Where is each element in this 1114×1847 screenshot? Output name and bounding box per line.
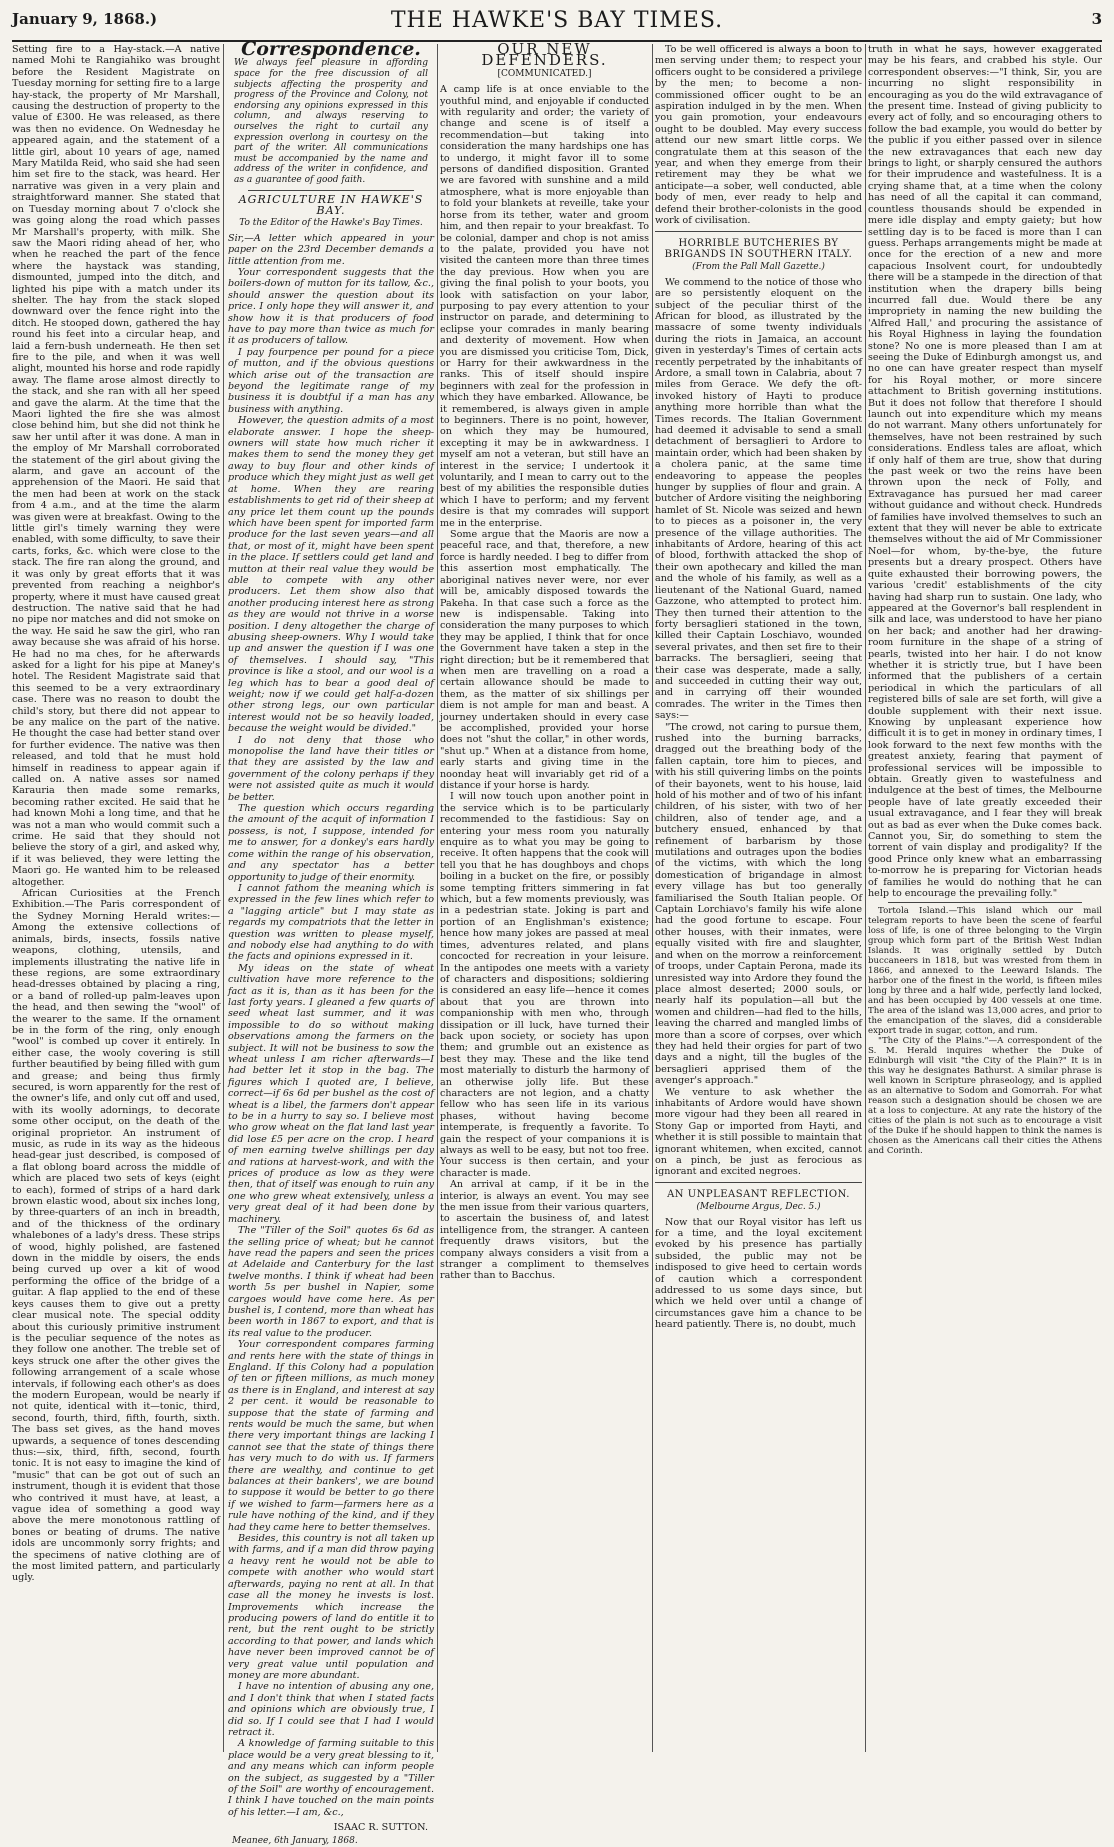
communicated-label: [COMMUNICATED.]	[497, 68, 592, 79]
letter-paragraph: Your correspondent compares farming and rents here with the state of things in England. If this Colony had a population of ten or fifteen millions, as much money as there is in England, and interest at say 2 per cent. it would be reasonable to suppose that the state of farming and rents would be much the same, but when there very important things are lacking I cannot see that the state of things there has very much to do with us. If farmers there are wealthy, and continue to get balances at their bankers', we are bound to suppose it would be better to go there if we wished to farm—farmers here as a rule have nothing of the kind, and if they had they came here to better themselves.	[228, 1339, 434, 1533]
letter-paragraph: I cannot fathom the meaning which is expressed in the few lines which refer to a "lagging article" but I may state as regards my compatriots that the letter in question was written to please myself, and nobody else had anything to do with the facts and opinions expressed in it.	[228, 882, 434, 963]
letter-salutation-line: To the Editor of the Hawke's Bay Times.	[239, 218, 423, 229]
column-rule	[223, 44, 224, 1752]
page-number: 3	[1091, 10, 1102, 28]
article-tortola: Tortola Island.—This island which our mail telegram reports to have been the scene of fearful loss of life, is one of three belonging to the Virgin group which form part of the British West Indian Islands. It was originally settled by Dutch buccaneers in 1818, but was wrested from them in 1866, and annexed to the Leeward Islands. The harbor one of the finest in the world, is fifteen miles long by three and a half wide, perfectly land locked, and has been occupied by 400 vessels at one time. The area of the island was 13,000 acres, and prior to the emancipation of the slaves, did a considerable export trade in sugar, cotton, and rum.	[868, 906, 1102, 1037]
defenders-paragraph: Some argue that the Maoris are now a peaceful race, and that, therefore, a new force is hardly needed. I beg to differ from this assertion most emphatically. The aboriginal natives never were, nor ever will be, amicably disposed towards the Pakeha. In that case such a force as the new is indispensable. Taking into consideration the many purposes to which they may be applied, I think that for once the Government have taken a step in the right direction; but be it remembered that when men are travelling on a road a certain allowance should be made to them, as the matter of six shillings per diem is not ample for man and beast. A journey undertaken should in every case be accomplished, provided your horse does not "shut the collar," in other words, "shut up." When at a distance from home, early starts and giving time in the noonday heat will invariably get rid of a distance if your horse is hardy.	[440, 529, 649, 791]
reflection-paragraph: Now that our Royal visitor has left us for a time, and the loyal excitement evoked by his presence has partially subsided, the public may not be indisposed to give heed to certain words of caution which a correspondent addressed to us some days since, but which we held over until a change of circumstances gave him a chance to be heard patiently. There is, no doubt, much	[655, 1216, 862, 1331]
letter-paragraph: I do not deny that those who monopolise the land have their titles or that they are assisted by the law and government of the colony perhaps if they were not assisted quite as much it would be better.	[228, 734, 434, 803]
column-rule	[865, 44, 866, 1752]
letter-paragraph: I pay fourpence per pound for a piece of mutton, and if the obvious questions which arise out of the transaction are beyond the legitimate range of my business it is doubtful if a man has any business with anything.	[228, 346, 434, 415]
letter-paragraph: A knowledge of farming suitable to this place would be a very great blessing to it, and any means which can inform people on the subject, as suggested by a "Tiller of the Soil" are worthy of encouragement. I think I have touched on the main points of his letter.—I am, &c.,	[228, 1738, 434, 1818]
divider	[248, 190, 414, 191]
divider	[888, 902, 1082, 903]
defenders-paragraph: An arrival at camp, if it be in the interior, is always an event. You may see the men issue from their various quarters, to ascertain the business of, and latest intelligence from, the stranger. A canteen frequently draws visitors, but the company always considers a visit from a stranger a compliment to themselves rather than to Bacchus.	[440, 1179, 649, 1282]
article-city-of-plains: "The City of the Plains."—A correspondent of the S. M. Herald inquires whether the Duke of Edinburgh will visit "the City of the Plain?" It is in this way he designates Bathurst. A similar phrase is well known in Scripture phraseology, and is applied as an alternative to Sodom and Gomorrah. For what reason such a designation should be chosen we are at a loss to conjecture. At any rate the history of the cities of the plain is not such as to encourage a visit of the Duke if he should happen to think the names is chosen as the Americans call their cities the Athens and Corinth.	[868, 1036, 1102, 1157]
butcheries-quote: "The crowd, not caring to pursue them, rushed into the burning barracks, dragged out the breathing body of the fallen captain, tore him to pieces, and with his still quivering limbs on the points of their bayonets, went to his house, laid hold of his mother and of two of his infant children, of his sister, with two of her children, also of tender age, and a butchery ensued, enhanced by that refinement of barbarism by those mutilations and outrages upon the bodies of the victims, with which the long domestication of brigandage in almost every village has but too generally familiarised the South Italian people. Of Captain Lorchiavo's family his wife alone had the good fortune to escape. Four other houses, with their inmates, were equally visited with fire and slaughter, and when on the morrow a reinforcement of troops, under Captain Perona, made its unresisted way into Ardore they found the place almost deserted; 2000 souls, or nearly half its population—all but the women and children—had fled to the hills, leaving the charred and mangled limbs of more than a score of corpses, over which they had held their orgies for part of two days and a night, till the bugles of the bersaglieri apprised them of the avenger's approach."	[655, 721, 862, 1087]
letter-paragraph: Besides, this country is not all taken up with farms, and if a man did throw paying a heavy rent he would not be able to compete with another who would start afterwards, paying no rent at all. In that case all the money he invests is lost. Improvements which increase the producing powers of land do entitle it to rent, but the rent ought to be strictly according to that power, and lands which have never been improved cannot be of very great value until population and money are more abundant.	[228, 1533, 434, 1681]
column-1	[12, 44, 220, 1752]
butcheries-paragraph: We venture to ask whether the inhabitants of Ardore would have shown more vigour had they been all reared in Stony Gap or imported from Hayti, and whether it is still possible to maintain that ignorant whitemen, when excited, cannot on a pinch, be just as ferocious as ignorant and excited negroes.	[655, 1086, 862, 1178]
letter-paragraph: My ideas on the state of wheat cultivation have more reference to the fact as it is, than as it has been for the last forty years. I gleaned a few quarts of seed wheat last summer, and it was impossible to do so without making observations among the farmers on the subject. It will not be business to sow the wheat unless I am richer afterwards—I had better let it stop in the bag. The figures which I quoted are, I believe, correct—if 6s 6d per bushel as the cost of wheat is a libel, the farmers don't appear to be in a hurry to say so. I believe most who grow wheat on the flat land last year did lose £5 per acre on the crop. I heard of men earning twelve shillings per day and rations at harvest-work, and with the prices of produce as low as they were then, that of itself was enough to ruin any one who grew wheat extensively, unless a very great deal of it had been done by machinery.	[228, 962, 434, 1225]
column-4	[655, 44, 862, 1752]
letter-paragraph: The question which occurs regarding the amount of the acquit of information I possess, is not, I suppose, intended for me to answer, for a donkey's ears hardly come within the range of his observation, and any spectator has a better opportunity to judge of their enormity.	[228, 803, 434, 883]
column-5	[868, 44, 1102, 1752]
butcheries-paragraph: We commend to the notice of those who are so persistently eloquent on the subject of the peculiar thirst of the African for blood, as illustrated by the massacre of some twenty individuals during the riots in Jamaica, an account given in yesterday's Times of certain acts recently perpetrated by the inhabitants of Ardore, a small town in Calabria, about 7 miles from Gerace. We defy the oft-invoked history of Hayti to produce anything more horrible than what the Times records. The Italian Government had deemed it advisable to send a small detachment of bersaglieri to Ardore to maintain order, which had been shaken by a cholera panic, at the same time endeavoring to appease the peoples hunger by supplies of flour and grain. A butcher of Ardore visiting the neighboring hamlet of St. Nicole was seized and hewn to to pieces as a poisoner in, the very presence of the village authorities. The inhabitants of Ardore, hearing of this act of blood, forthwith attacked the shop of their own apothecary and killed the man and the whole of his family, as well as a lieutenant of the National Guard, named Gazzone, who attempted to protect him. They then turned their attention to the forty bersaglieri stationed in the town, killed their Captain Loschiavo, wounded several privates, and then set fire to their barracks. The bersaglieri, seeing that their case was desperate, made a sally, and succeeded in cutting their way out, and in carrying off their wounded comrades. The writer in the Times then says:—	[655, 276, 862, 722]
article-title-butcheries: HORRIBLE BUTCHERIES BY BRIGANDS IN SOUTHERN ITALY.	[664, 237, 853, 260]
letter-paragraph: However, the question admits of a most elaborate answer. I hope the sheep-owners will state how much richer it makes them to send the money they get away to buy flour and other kinds of produce which they might just as well get at home. When they are rearing establishments to get rid of their sheep at any price let them count up the pounds which have been spent for imported farm produce for the last seven years—and all that, or most of it, might have been spent in the place. If settlers could get land and mutton at their real value they would be able to compete with any other producers. Let them show also that another producing interest here as strong as they are would not thrive in a worse position. I deny altogether the charge of abusing sheep-owners. Why I would take up and answer the question if I was one of themselves. I should say, "This province is like a stool, and our wool is a leg which has to bear a good deal of weight; now if we could get half-a-dozen other strong legs, our own particular interest would not be so heavily loaded, because the weight would be divided."	[228, 415, 434, 735]
article-title-reflection: AN UNPLEASANT REFLECTION.	[667, 1188, 850, 1200]
letter-signature: ISAAC R. SUTTON.	[333, 1822, 428, 1834]
masthead	[12, 6, 1102, 42]
defenders-paragraph: I will now touch upon another point in the service which is to be particularly recommended to the fastidious: Say on entering your mess room you naturally enquire as to what you may be going to receive. It often happens that the cook will tell you that he has doughboys and chops boiling in a bucket on the fire, or possibly some tempting fritters simmering in fat which, but a few moments previously, was in a pedestrian state. Joking is part and portion of an Englishman's existence; hence how many jokes are passed at meal times, adventures related, and plans concocted for recreation in your leisure. In the antipodes one meets with a variety of characters and dispositions; soldiering is considered an easy life—hence it comes about that you are thrown into companionship with men who, through dissipation or ill luck, have turned their back upon society, or society has upon them; and grumble out an existence as best they may. These and the like tend most materially to disturb the harmony of an otherwise jolly life. But these characters are not legion, and a chatty fellow who has seen life in its various phases, without having become intemperate, is frequently a favorite. To gain the respect of your companions it is always as well to be easy, but not too free. Your success is then certain, and your character is made.	[440, 791, 649, 1179]
divider	[655, 1182, 862, 1183]
divider	[655, 231, 862, 232]
newspaper-title: THE HAWKE'S BAY TIMES.	[390, 8, 724, 33]
letter-title: AGRICULTURE IN HAWKE'S BAY.	[238, 192, 424, 217]
column-2	[228, 38, 434, 1846]
correspondence-heading: Correspondence.	[241, 38, 421, 60]
butcheries-source: (From the Pall Mall Gazette.)	[692, 262, 825, 273]
letter-paragraph: Sir,—A letter which appeared in your paper on the 23rd December demands a little attention from me.	[228, 232, 434, 267]
letter-place-date: Meanee, 6th January, 1868.	[232, 1835, 358, 1846]
column-rule	[652, 44, 653, 1752]
letter-paragraph: The "Tiller of the Soil" quotes 6s 6d as the selling price of wheat; but he cannot have read the papers and seen the prices at Adelaide and Canterbury for the last twelve months. I think if wheat had been worth 5s per bushel in Napier, some cargoes would have come here. As per bushel is, I contend, more than wheat has been worth in 1867 to export, and that is its real value to the producer.	[228, 1225, 434, 1339]
defenders-continued: To be well officered is always a boon to men serving under them; to respect your officers ought to be considered a privilege by the men; to become a non-commissioned officer ought to be an aspiration indulged in by the men. When you gain promotion, your endeavours ought to be doubled. May every success attend our new smart little corps. We congratulate them at this season of the year, and when they emerge from their retirement may they be what we anticipate—a sober, well conducted, able body of men, ever ready to help and defend their brother-colonists in the good work of civilisation.	[655, 44, 862, 227]
article-haystack: Setting fire to a Hay-stack.—A native named Mohi te Rangiahiko was brought before the Resident Magistrate on Tuesday morning for setting fire to a large hay-stack, the property of Mr Marshall, causing the destruction of property to the value of £300. He was released, as there was then no evidence. On Wednesday he appeared again, and the statement of a little girl, about 10 years of age, named Mary Matilda Reid, who said she had seen him set fire to the stack, was heard. Her narrative was given in a very plain and straightforward manner. She stated that on Tuesday morning about 7 o'clock she was going along the road which passes Mr Marshall's property, with milk. She saw the Maori riding ahead of her, who when he reached the part of the fence where the haystack was standing, dismounted, jumped into the ditch, and lighted his pipe with a match under its shelter. The hay from the stack sloped downward over the fence right into the ditch. He stooped down, gathered the hay round his feet into a circular heap, and laid a fern-bush underneath. He then set fire to the pile, and when it was well alight, mounted his horse and rode rapidly away. The flame arose almost directly to the stack, and she ran with all her speed and gave the alarm. At the time that the Maori lighted the fire she was almost close behind him, but she did not think he saw her until after it was done. A man in the employ of Mr Marshall corroborated the statement of the girl about giving the alarm, and gave an account of the apprehension of the Maori. He said that the men had been at work on the stack from 4 a.m., and at the time the alarm was given were at breakfast. Owing to the little girl's timely warning they were enabled, with some difficulty, to save their carts, forks, &c. which were close to the stack. The fire ran along the ground, and it was only by great efforts that it was prevented from reaching a neighbor's property, where it must have caused great destruction. The native said that he had no pipe nor matches and did not smoke on the way. He said he saw the girl, who ran away because she was afraid of his horse. He had no ma ches, for he afterwards asked for a light for his pipe at Maney's hotel. The Resident Magistrate said that this seemed to be a very extraordinary case. There was no reason to doubt the child's story, but there did not appear to be any malice on the part of the native. He thought the case had better stand over for further evidence. The native was then released, and told that he must hold himself in readiness to appear again if called on. A native asses sor named Karauria then made some remarks, becoming rather excited. He said that he had known Mohi a long time, and that he was not a man who would commit such a crime. He said that they should not believe the story of a girl, and asked why, if it was believed, they were letting the Maori go. He wanted him to be released altogether.	[12, 44, 220, 888]
article-african-curiosities: African Curiosities at the French Exhibition.—The Paris correspondent of the Sydney Morning Herald writes:—Among the extensive collections of animals, birds, insects, fossils native weapons, clothing, utensils, and implements illustrating the native life in these regions, are some extraordinary head-dresses obtained by placing a ring, or a band of rolled-up palm-leaves upon the head, and then sewing the "wool" of the wearer to the same. If the ornament be in the form of the ring, only enough "wool" is combed up cover it entirely. In either case, the wooly covering is still further beautified by being filled with gum and grease; and being thus firmly secured, is worn apparently for the rest of the owner's life, and only cut off and used, with its woolly adornings, to decorate some other occiput, on the death of the original proprietor. An instrument of music, as rude in its way as the hideous head-gear just described, is composed of a flat oblong board across the middle of which are placed two sets of keys (eight to each), formed of strips of a hard dark brown elastic wood, about six inches long, by three-quarters of an inch in breadth, and of the thickness of the ordinary whalebones of a lady's dress. These strips of wood, highly polished, are fastened down in the middle by oisers, the ends being curved up over a kit of wood performing the office of the bridge of a guitar. A flap applied to the end of these keys causes them to give out a pretty clear musical note. The special oddity about this curiously primitive instrument is the peculiar sequence of the notes as they follow one another. The treble set of keys struck one after the other gives the following arrangement of a scale whose intervals, if following each other's as does the modern European, would be nearly if not quite, identical with it—tonic, third, second, fourth, third, fifth, fourth, sixth. The bass set gives, as the hand moves upwards, a sequence of tones descending thus:—six, third, fifth, second, fourth tonic. It is not easy to imagine the kind of "music" that can be got out of such an instrument, though it is evident that those who contrived it must have, at least, a vague idea of something a good way above the mere monotonous rattling of bones or beating of drums. The native idols are uncommonly sorry frights; and the specimens of native clothing are of the most limited pattern, and particularly ugly.	[12, 888, 220, 1584]
defenders-paragraph: A camp life is at once enviable to the youthful mind, and enjoyable if conducted with regularity and order; the variety of change and scene is of itself a recommendation—but taking into consideration the many hardships one has to undergo, it might favor ill to some persons of dandified disposition. Granted we are favored with sunshine and a mild atmosphere, what is more enjoyable than to fold your blankets at reveille, take your horse from its tether, water and groom him, and then repair to your breakfast. To be colonial, damper and chop is not amiss to the palate, provided you have not visited the canteen more than three times the day previous. How when you are giving the final polish to your boots, you look with satisfaction on your labor, purposing to pay every attention to your instructor on parade, and determining to eclipse your comrades in manly bearing and dexterity of movement. How when you are dismissed you criticise Tom, Dick, or Harry for their awkwardness in the ranks. This of itself should inspire beginners with zeal for the profession in which they have embarked. Allowance, be it remembered, is always given in ample to beginners. There is no point, however, on which they may be humoured, excepting it may be in awkwardness. I myself am not a veteran, but still have an interest in the service; I undertook it voluntarily, and I mean to carry out to the best of my abilities the responsible duties which I have to perform; and my fervent desire is that my comrades will support me in the enterprise.	[440, 84, 649, 529]
column-3	[440, 40, 649, 1752]
issue-date: January 9, 1868.)	[12, 10, 158, 28]
reflection-source: (Melbourne Argus, Dec. 5.)	[696, 1202, 821, 1213]
letter-paragraph: I have no intention of abusing any one, and I don't think that when I stated facts and opinions which are obviously true, I did so. If I could see that I had I would retract it.	[228, 1681, 434, 1738]
editorial-notice: We always feel pleasure in affording space for the free discussion of all subjects affecting the prosperity and progress of the Province and Colony, not endorsing any opinions expressed in this column, and always reserving to ourselves the right to curtail any expression overlong in courtesy on the part of the writer. All communications must be accompanied by the name and address of the writer in confidence, and as a guarantee of good faith.	[234, 58, 428, 185]
letter-paragraph: Your correspondent suggests that the boilers-down of mutton for its tallow, &c., should answer the question about its price. I only hope they will answer it, and show how it is that producers of food have to pay more than twice as much for it as producers of tallow.	[228, 266, 434, 347]
reflection-continued: truth in what he says, however exaggerated may be his fears, and crabbed his style. Our correspondent observes:—"I think, Sir, you are incurring no slight responsibility in encouraging as you do the wild extravagance of the present time. Instead of giving publicity to every act of folly, and so encouraging others to follow the bad example, you would do better by the public if you either passed over in silence the new extravagances that each new day brings to light, or sharply censured the authors for their imprudence and wastefulness. It is a crying shame that, at a time when the colony has need of all the capital it can command, countless thousands should be expended in mere idle display and empty gaiety; but how settling day is to be faced is more than I can guess. Perhaps arrangements might be made at once for the erection of a new and more capacious Insolvent court, for undoubtedly there will be a stampede in the direction of that institution when the drapery bills being incurred fall due. Would there be any impropriety in naming the new building the 'Alfred Hall,' and procuring the assistance of his Royal Highness in laying the foundation stone? No one is more pleased than I am at seeing the Duke of Edinburgh amongst us, and no one can have greater respect than myself for his Royal mother, or more sincere attachment to British governing institutions. But it does not follow that therefore I should launch out into expenditure which my means do not warrant. Many others unfortunately for themselves, have not been restrained by such considerations. Endless tales are afloat, which if only half of them are true, show that during the past week or two the reins have been thrown upon the neck of Folly, and Extravagance has pursued her mad career without guidance and without check. Hundreds of families have involved themselves to such an extent that they will never be able to extricate themselves without the aid of Mr Commissioner Noel—for whom, by-the-bye, the future presents but a dreary prospect. Others have quite exhausted their borrowing powers, the various 'credit' establishments of the city having had sharp run to sustain. One lady, who appeared at the Governor's ball resplendent in silk and lace, was understood to have her piano on her back; and another had her drawing-room furniture in the shape of a string of pearls, twisted into her hair. I do not know whether it is strictly true, but I have been informed that the publishers of a certain periodical in which the particulars of all registered bills of sale are set forth, will give a double supplement with their next issue. Knowing by unpleasant experience how difficult it is to get in money in ordinary times, I look forward to the next few months with the greatest anxiety, fearing that payment of professional services will be impossible to obtain. Greatly given to wastefulness and indulgence at the best of times, the Melbourne people have of late greatly exceeded their usual extravagance, and I fear they will break out as bad as ever when the Duke comes back. Cannot you, Sir, do something to stem the torrent of vain display and prodigality? If the good Prince only knew what an embarrassing to-morrow he is preparing for Victorian heads of families he would do nothing that he can help to encourage the prevailing folly."	[868, 44, 1102, 900]
article-title-defenders: OUR NEW DEFENDERS.	[481, 40, 608, 70]
column-rule	[437, 44, 438, 1752]
